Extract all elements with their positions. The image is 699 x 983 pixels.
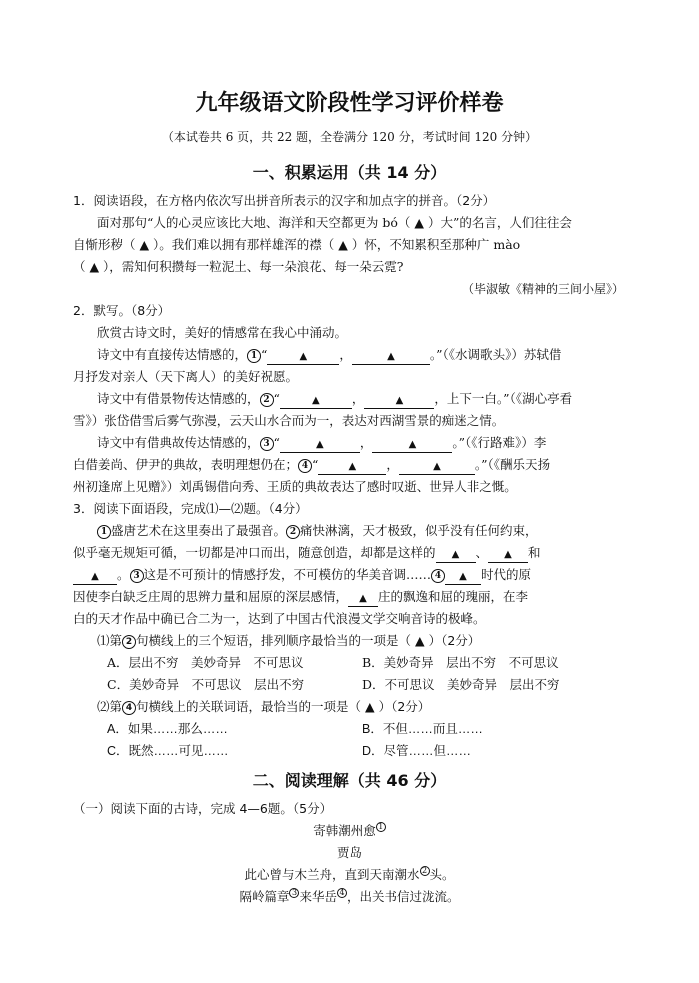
q3-line-1	[97, 522, 538, 540]
q1-line-1: 面对那句“人的心灵应该比大地、海洋和天空都更为 bó（ ▲ ）大”的名言，人们往往会	[97, 215, 572, 230]
q3-option-1a[interactable]: A．层出不穷 美妙奇异 不可思议	[107, 655, 304, 670]
q3-sentence-2-start: 痛快淋漓，天才极致，似乎没有任何约束，	[300, 523, 538, 538]
q3-option-2c[interactable]: C．既然……可见……	[107, 744, 229, 758]
q3-line-3-tail: 时代的原	[481, 567, 532, 582]
q3-option-2d[interactable]: D．尽管……但……	[362, 744, 472, 758]
q2-line-3: 月抒发对亲人（天下离人）的美好祝愿。	[73, 369, 299, 384]
poem-line-2-end: ，出关书信过泷流。	[347, 889, 460, 904]
q3-option-1c[interactable]: C．美妙奇异 不可思议 层出不穷	[107, 677, 305, 692]
blank-marker: ▲	[451, 549, 460, 560]
blank-marker: ▲	[504, 549, 512, 560]
part1-stem: （一）阅读下面的古诗，完成 4—6题。（5分）	[73, 801, 333, 816]
q3-sub-1-text: 句横线上的三个短语，排列顺序最恰当的一项是（ ▲ ）（2分）	[136, 633, 481, 648]
q2-line-4-tail: ，上下一白。”（《湖心亭看	[434, 391, 573, 406]
footnote-1: 1	[376, 822, 386, 832]
answer-blank[interactable]	[267, 347, 339, 365]
q2-line-4-lead: 诗文中有借景物传达情感的，	[97, 391, 260, 406]
q3-option-2a[interactable]: A．如果……那么……	[107, 722, 228, 736]
poem-title-text: 寄韩潮州愈	[313, 823, 376, 838]
circled-number-4: 4	[122, 701, 136, 715]
page-subtitle: （本试卷共 6 页，共 22 题，全卷满分 120 分，考试时间 120 分钟）	[161, 130, 538, 144]
q3-line-5: 白的天才作品中确已合二为一，达到了中国古代浪漫文学交响音诗的极峰。	[73, 611, 486, 626]
q3-line-2-text: 似乎毫无规矩可循，一切都是冲口而出，随意创造，却都是这样的	[73, 545, 436, 560]
q3-stem: 3．阅读下面语段，完成⑴—⑵题。（4分）	[73, 501, 308, 516]
footnote-2: 2	[420, 866, 430, 876]
blank-marker: ▲	[359, 593, 367, 604]
q3-line-4-tail: 庄的飘逸和屈的瑰丽，在李	[378, 589, 529, 604]
q2-line-7-tail: 。”（《酬乐天扬	[474, 457, 551, 472]
q2-line-2-lead: 诗文中有直接传达情感的，	[97, 347, 248, 362]
enum-comma: 、	[475, 545, 489, 560]
circled-number-3: 3	[260, 437, 274, 451]
q3-sentence-3: 这是不可预计的情感抒发，不可模仿的华美音调……	[143, 567, 432, 582]
blank-marker: ▲	[91, 571, 99, 582]
q3-sub-1-lead: ⑴第	[97, 633, 123, 648]
q3-option-2b[interactable]: B．不但……而且……	[362, 722, 483, 736]
answer-blank[interactable]	[280, 391, 352, 409]
open-quote: “	[273, 391, 280, 406]
circled-number-1: 1	[97, 525, 111, 539]
q2-line-1: 欣赏古诗文时，美好的情感常在我心中涌动。	[97, 325, 348, 340]
q2-line-6	[97, 434, 546, 453]
q2-line-2	[97, 346, 561, 365]
poem-line-2	[0, 888, 699, 906]
answer-blank[interactable]	[318, 457, 386, 475]
blank-marker: ▲	[348, 461, 357, 472]
q1-stem: 1．阅读语段，在方格内依次写出拼音所表示的汉字和加点字的拼音。（2分）	[73, 193, 496, 208]
q2-line-6-lead: 诗文中有借典故传达情感的，	[97, 435, 260, 450]
section-1-heading: 一、积累运用（共 14 分）	[252, 163, 447, 182]
section-2-heading: 二、阅读理解（共 46 分）	[252, 771, 447, 790]
blank-marker: ▲	[459, 571, 467, 582]
footnote-3: 3	[289, 888, 299, 898]
q3-sub-2-text: 句横线上的关联词语，最恰当的一项是（ ▲ ）（2分）	[136, 699, 431, 714]
and-word: 和	[528, 545, 541, 560]
answer-blank[interactable]	[488, 545, 528, 563]
answer-blank[interactable]	[348, 589, 378, 607]
poem-line-1-end: 头。	[429, 867, 455, 882]
q3-option-1b[interactable]: B．美妙奇异 层出不穷 不可思议	[362, 655, 559, 670]
q2-line-7	[73, 456, 550, 475]
poem-line-1-text: 此心曾与木兰舟，直到天南潮水	[244, 867, 420, 882]
answer-blank[interactable]	[445, 567, 481, 585]
open-quote: “	[273, 435, 280, 450]
q2-line-4	[97, 390, 572, 409]
circled-number-1: 1	[247, 349, 261, 363]
q3-option-1d[interactable]: D．不可思议 美妙奇异 层出不穷	[362, 677, 560, 692]
open-quote: “	[312, 457, 319, 472]
q2-line-6-tail: 。”（《行路难》）李	[452, 435, 547, 450]
footnote-4: 4	[337, 888, 347, 898]
blank-marker: ▲	[408, 439, 417, 450]
blank-marker: ▲	[312, 395, 320, 406]
answer-blank[interactable]	[73, 567, 117, 585]
poem-line-1	[0, 866, 699, 884]
blank-marker: ▲	[316, 439, 324, 450]
answer-blank[interactable]	[436, 545, 476, 563]
circled-number-2: 2	[286, 525, 300, 539]
q2-stem: 2．默写。（8分）	[73, 303, 171, 318]
q3-line-4-text: 因使李白缺乏庄周的思辨力量和屈原的深层感情，	[73, 589, 349, 604]
poem-author: 贾岛	[336, 845, 362, 860]
page-title: 九年级语文阶段性学习评价样卷	[195, 91, 504, 116]
q3-line-2	[73, 544, 541, 563]
q2-line-8: 州初逢席上见赠》）刘禹锡借向秀、王质的典故表达了感时叹逝、世异人非之慨。	[73, 479, 517, 494]
answer-blank[interactable]	[399, 457, 475, 475]
q3-sub-1	[97, 632, 480, 650]
q2-line-2-tail: 。”（《水调歌头》）苏轼借	[429, 347, 562, 362]
blank-marker: ▲	[433, 461, 441, 472]
comma: ，	[359, 435, 373, 450]
comma: ，	[351, 391, 365, 406]
answer-blank[interactable]	[352, 347, 430, 365]
q3-line-4	[73, 588, 528, 607]
blank-marker: ▲	[299, 351, 308, 362]
q1-line-2: 自惭形秽（ ▲ ）。我们难以拥有那样雄浑的襟（ ▲ ）怀，不知累积至那种广 mào	[73, 237, 521, 252]
answer-blank[interactable]	[372, 435, 452, 453]
q3-line-3: ▲ 。 3 这是不可预计的情感抒发，不可模仿的华美音调…… 4 ▲ 时代的原	[73, 566, 531, 585]
answer-blank[interactable]	[280, 435, 360, 453]
q3-sentence-1: 盛唐艺术在这里奏出了最强音。	[111, 523, 287, 538]
circled-number-3: 3	[130, 569, 144, 583]
poem-line-2-mid: 来华岳	[299, 889, 337, 904]
poem-title	[0, 822, 699, 840]
blank-marker: ▲	[395, 395, 404, 406]
q1-source: （毕淑敏《精神的三间小屋》）	[461, 282, 624, 296]
answer-blank[interactable]	[364, 391, 434, 409]
open-quote: “	[261, 347, 268, 362]
circled-number-4: 4	[431, 569, 445, 583]
q2-line-5: 雪》）张岱借雪后雾气弥漫，云天山水合而为一，表达对西湖雪景的痴迷之情。	[73, 413, 505, 428]
circled-number-2: 2	[260, 393, 274, 407]
circled-number-2: 2	[122, 635, 136, 649]
blank-marker: ▲	[387, 351, 395, 362]
q3-sub-2-lead: ⑵第	[97, 699, 123, 714]
poem-line-2-text: 隔岭篇章	[239, 889, 290, 904]
q2-line-7-lead: 白借姜尚、伊尹的典故，表明理想仍在；	[73, 457, 299, 472]
q1-line-3: （ ▲ ），需知何积攒每一粒泥土、每一朵浪花、每一朵云霓?	[73, 259, 404, 274]
circled-number-4: 4	[298, 459, 312, 473]
comma: ，	[386, 457, 399, 472]
comma: ，	[339, 347, 352, 362]
q3-sub-2	[97, 698, 430, 716]
